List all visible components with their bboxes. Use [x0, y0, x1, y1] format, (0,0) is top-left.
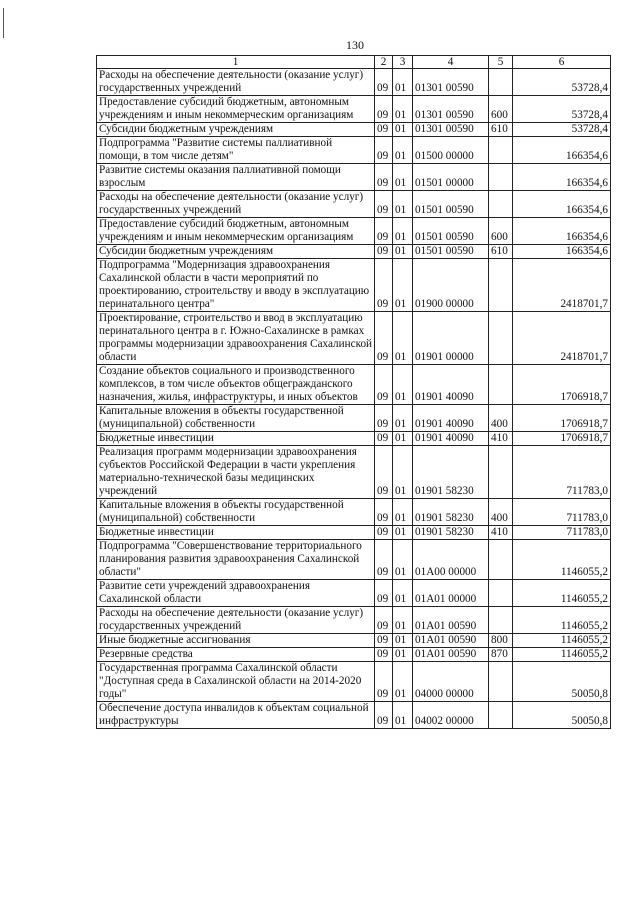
row-expense-type-cell [489, 69, 513, 96]
row-name-cell: Резервные средства [97, 648, 375, 662]
row-expense-type-cell: 610 [489, 245, 513, 259]
row-target-code-cell: 01301 00590 [413, 69, 489, 96]
table-row [97, 218, 611, 245]
row-section-cell: 09 [375, 365, 393, 405]
row-name-cell: Подпрограмма "Развитие системы паллиативной помощи, в том числе детям" [97, 137, 375, 164]
row-subsection-cell: 01 [393, 312, 413, 365]
row-amount-cell: 166354,6 [513, 191, 611, 218]
table-row [97, 123, 611, 137]
row-name-cell: Капитальные вложения в объекты государственной (муниципальной) собственности [97, 405, 375, 432]
row-name-cell: Расходы на обеспечение деятельности (оказание услуг) государственных учреждений [97, 69, 375, 96]
row-target-code-cell: 01А01 00590 [413, 634, 489, 648]
row-name-cell: Иные бюджетные ассигнования [97, 634, 375, 648]
row-amount-cell: 2418701,7 [513, 312, 611, 365]
row-subsection-cell: 01 [393, 634, 413, 648]
row-section-cell: 09 [375, 634, 393, 648]
row-amount-cell: 166354,6 [513, 218, 611, 245]
row-subsection-cell: 01 [393, 96, 413, 123]
row-amount-cell: 2418701,7 [513, 259, 611, 312]
row-amount-cell: 53728,4 [513, 69, 611, 96]
row-expense-type-cell: 410 [489, 432, 513, 446]
row-expense-type-cell: 400 [489, 405, 513, 432]
row-amount-cell: 1706918,7 [513, 365, 611, 405]
row-section-cell: 09 [375, 446, 393, 499]
header-cell-3: 3 [393, 56, 413, 69]
row-subsection-cell: 01 [393, 191, 413, 218]
row-section-cell: 09 [375, 69, 393, 96]
row-subsection-cell: 01 [393, 164, 413, 191]
header-cell-5: 5 [489, 56, 513, 69]
row-expense-type-cell [489, 365, 513, 405]
row-name-cell: Подпрограмма "Модернизация здравоохранения Сахалинской области в части мероприятий по проектированию, строительству и вводу в эксплуатацию перинатального центра" [97, 259, 375, 312]
row-expense-type-cell: 410 [489, 526, 513, 540]
row-amount-cell: 1706918,7 [513, 432, 611, 446]
row-expense-type-cell [489, 164, 513, 191]
row-section-cell: 09 [375, 245, 393, 259]
row-subsection-cell: 01 [393, 580, 413, 607]
row-section-cell: 09 [375, 191, 393, 218]
row-target-code-cell: 01А00 00000 [413, 540, 489, 580]
row-section-cell: 09 [375, 259, 393, 312]
row-expense-type-cell: 600 [489, 218, 513, 245]
header-row [97, 56, 611, 69]
row-expense-type-cell [489, 702, 513, 729]
header-cell-1: 1 [97, 56, 375, 69]
table-row [97, 540, 611, 580]
row-amount-cell: 711783,0 [513, 446, 611, 499]
row-expense-type-cell [489, 446, 513, 499]
row-amount-cell: 53728,4 [513, 123, 611, 137]
row-name-cell: Развитие системы оказания паллиативной помощи взрослым [97, 164, 375, 191]
row-subsection-cell: 01 [393, 259, 413, 312]
row-subsection-cell: 01 [393, 245, 413, 259]
row-target-code-cell: 01А01 00590 [413, 648, 489, 662]
row-target-code-cell: 01901 58230 [413, 446, 489, 499]
table-row [97, 446, 611, 499]
row-target-code-cell: 01А01 00590 [413, 607, 489, 634]
table-row [97, 580, 611, 607]
page-number: 130 [346, 38, 364, 52]
table-row [97, 96, 611, 123]
row-target-code-cell: 01501 00590 [413, 245, 489, 259]
table-row [97, 405, 611, 432]
row-expense-type-cell [489, 580, 513, 607]
row-expense-type-cell [489, 137, 513, 164]
row-name-cell: Обеспечение доступа инвалидов к объектам социальной инфраструктуры [97, 702, 375, 729]
row-section-cell: 09 [375, 526, 393, 540]
table-row [97, 312, 611, 365]
row-target-code-cell: 01501 00000 [413, 164, 489, 191]
row-amount-cell: 1706918,7 [513, 405, 611, 432]
row-target-code-cell: 01901 00000 [413, 312, 489, 365]
row-target-code-cell: 01501 00590 [413, 218, 489, 245]
row-section-cell: 09 [375, 540, 393, 580]
row-subsection-cell: 01 [393, 446, 413, 499]
table-row [97, 634, 611, 648]
row-section-cell: 09 [375, 137, 393, 164]
row-name-cell: Бюджетные инвестиции [97, 526, 375, 540]
row-target-code-cell: 01901 58230 [413, 499, 489, 526]
row-name-cell: Субсидии бюджетным учреждениям [97, 123, 375, 137]
row-name-cell: Государственная программа Сахалинской области "Доступная среда в Сахалинской области на 2014-2020 годы" [97, 662, 375, 702]
row-subsection-cell: 01 [393, 137, 413, 164]
row-name-cell: Капитальные вложения в объекты государственной (муниципальной) собственности [97, 499, 375, 526]
row-subsection-cell: 01 [393, 218, 413, 245]
row-expense-type-cell: 610 [489, 123, 513, 137]
row-amount-cell: 1146055,2 [513, 634, 611, 648]
header-cell-2: 2 [375, 56, 393, 69]
row-section-cell: 09 [375, 499, 393, 526]
row-subsection-cell: 01 [393, 365, 413, 405]
row-name-cell: Реализация программ модернизации здравоохранения субъектов Российской Федерации в части укрепления материально-технической базы медицинских учреждений [97, 446, 375, 499]
row-expense-type-cell: 600 [489, 96, 513, 123]
row-section-cell: 09 [375, 580, 393, 607]
row-section-cell: 09 [375, 607, 393, 634]
row-expense-type-cell: 400 [489, 499, 513, 526]
row-subsection-cell: 01 [393, 540, 413, 580]
row-amount-cell: 711783,0 [513, 526, 611, 540]
row-amount-cell: 50050,8 [513, 662, 611, 702]
row-expense-type-cell: 870 [489, 648, 513, 662]
row-subsection-cell: 01 [393, 69, 413, 96]
row-subsection-cell: 01 [393, 405, 413, 432]
row-expense-type-cell: 800 [489, 634, 513, 648]
budget-table [96, 55, 611, 729]
row-name-cell: Расходы на обеспечение деятельности (оказание услуг) государственных учреждений [97, 607, 375, 634]
row-expense-type-cell [489, 607, 513, 634]
table-row [97, 607, 611, 634]
row-amount-cell: 166354,6 [513, 245, 611, 259]
row-section-cell: 09 [375, 648, 393, 662]
row-name-cell: Создание объектов социального и производственного комплексов, в том числе объектов общегражданского назначения, жилья, инфраструктуры, и иных объектов [97, 365, 375, 405]
row-target-code-cell: 01500 00000 [413, 137, 489, 164]
row-section-cell: 09 [375, 123, 393, 137]
row-amount-cell: 1146055,2 [513, 580, 611, 607]
table-row [97, 259, 611, 312]
table-row [97, 526, 611, 540]
row-name-cell: Предоставление субсидий бюджетным, автономным учреждениям и иным некоммерческим организациям [97, 218, 375, 245]
row-name-cell: Подпрограмма "Совершенствование территориального планирования развития здравоохранения Сахалинской области" [97, 540, 375, 580]
row-section-cell: 09 [375, 405, 393, 432]
table-row [97, 69, 611, 96]
row-section-cell: 09 [375, 662, 393, 702]
row-target-code-cell: 01901 40090 [413, 405, 489, 432]
table-row [97, 365, 611, 405]
row-subsection-cell: 01 [393, 526, 413, 540]
row-name-cell: Расходы на обеспечение деятельности (оказание услуг) государственных учреждений [97, 191, 375, 218]
row-amount-cell: 1146055,2 [513, 648, 611, 662]
row-amount-cell: 1146055,2 [513, 607, 611, 634]
row-expense-type-cell [489, 191, 513, 218]
row-name-cell: Проектирование, строительство и ввод в эксплуатацию перинатального центра в г. Южно-Сахалинске в рамках программы модернизации здравоохранения Сахалинской области [97, 312, 375, 365]
row-name-cell: Предоставление субсидий бюджетным, автономным учреждениям и иным некоммерческим организациям [97, 96, 375, 123]
row-section-cell: 09 [375, 312, 393, 365]
row-subsection-cell: 01 [393, 432, 413, 446]
row-subsection-cell: 01 [393, 648, 413, 662]
row-expense-type-cell [489, 312, 513, 365]
row-section-cell: 09 [375, 96, 393, 123]
table-row [97, 191, 611, 218]
table-row [97, 164, 611, 191]
row-target-code-cell: 01501 00590 [413, 191, 489, 218]
header-cell-4: 4 [413, 56, 489, 69]
row-name-cell: Бюджетные инвестиции [97, 432, 375, 446]
row-section-cell: 09 [375, 164, 393, 191]
row-subsection-cell: 01 [393, 607, 413, 634]
row-subsection-cell: 01 [393, 662, 413, 702]
row-subsection-cell: 01 [393, 702, 413, 729]
row-expense-type-cell [489, 259, 513, 312]
row-target-code-cell: 01901 40090 [413, 365, 489, 405]
row-subsection-cell: 01 [393, 123, 413, 137]
row-target-code-cell: 01А01 00000 [413, 580, 489, 607]
row-expense-type-cell [489, 662, 513, 702]
row-amount-cell: 166354,6 [513, 137, 611, 164]
row-section-cell: 09 [375, 702, 393, 729]
row-target-code-cell: 04000 00000 [413, 662, 489, 702]
row-section-cell: 09 [375, 218, 393, 245]
row-target-code-cell: 01900 00000 [413, 259, 489, 312]
row-expense-type-cell [489, 540, 513, 580]
row-amount-cell: 166354,6 [513, 164, 611, 191]
row-amount-cell: 1146055,2 [513, 540, 611, 580]
table-row [97, 245, 611, 259]
table-row [97, 662, 611, 702]
row-target-code-cell: 01901 58230 [413, 526, 489, 540]
row-section-cell: 09 [375, 432, 393, 446]
header-cell-6: 6 [513, 56, 611, 69]
table-row [97, 137, 611, 164]
row-target-code-cell: 01301 00590 [413, 123, 489, 137]
table-row [97, 702, 611, 729]
row-amount-cell: 53728,4 [513, 96, 611, 123]
margin-mark [3, 8, 4, 38]
table-row [97, 432, 611, 446]
row-amount-cell: 50050,8 [513, 702, 611, 729]
table-row [97, 648, 611, 662]
row-name-cell: Субсидии бюджетным учреждениям [97, 245, 375, 259]
row-target-code-cell: 01301 00590 [413, 96, 489, 123]
row-name-cell: Развитие сети учреждений здравоохранения Сахалинской области [97, 580, 375, 607]
table-row [97, 499, 611, 526]
row-subsection-cell: 01 [393, 499, 413, 526]
row-target-code-cell: 04002 00000 [413, 702, 489, 729]
row-amount-cell: 711783,0 [513, 499, 611, 526]
row-target-code-cell: 01901 40090 [413, 432, 489, 446]
